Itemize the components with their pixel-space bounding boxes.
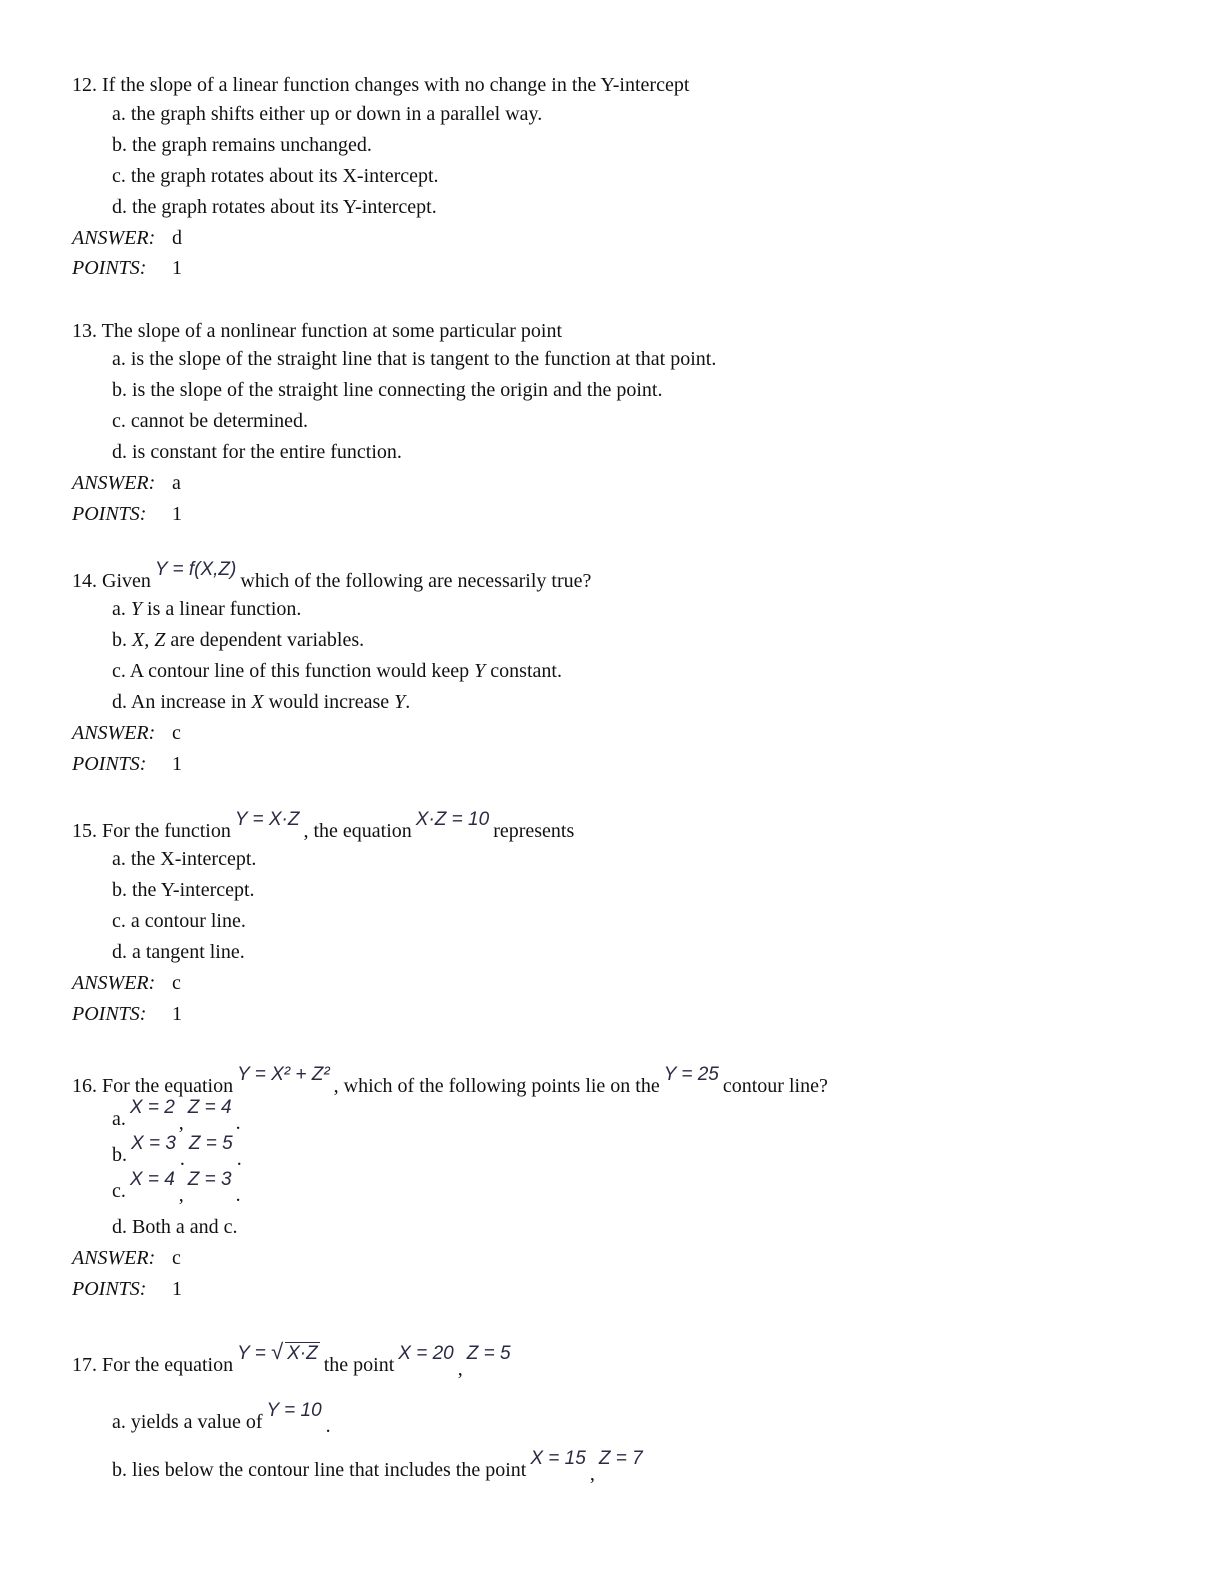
question-stem: 13. The slope of a nonlinear function at some particular point [72,320,563,342]
equation: Y = X² + Z² [237,1064,330,1085]
points-value: 1 [172,1003,182,1025]
question-15 [72,809,1172,1025]
question-13 [72,318,1172,525]
equation: Y = X·Z [234,809,300,830]
question-stem: 15. For the functionY = X·Z, the equationX·Z = 10represents [72,809,575,842]
points-label: POINTS: [72,503,147,525]
answer-label: ANSWER: [72,722,156,744]
question-stem [72,559,1172,595]
points-value: 1 [172,1278,182,1300]
answer-line [72,226,182,250]
answer-value: c [172,1247,181,1269]
question-stem: 16. For the equationY = X² + Z², which of the following points lie on theY = 25contour line? [72,1064,828,1097]
option-d: d. An increase in X would increase Y. [112,691,411,713]
option-d: d. a tangent line. [112,941,245,963]
option-a: a. the graph shifts either up or down in a parallel way. [112,103,543,125]
option-c: c. cannot be determined. [112,410,309,432]
answer-label: ANSWER: [72,227,156,249]
square-root-icon: √ X·Z [271,1341,320,1367]
option-c: c. the graph rotates about its X-intercept. [112,165,439,187]
question-stem: 12. If the slope of a linear function changes with no change in the Y-intercept [72,74,690,96]
answer-label: ANSWER: [72,472,156,494]
option-d: d. is constant for the entire function. [112,441,402,463]
option-b: b. lies below the contour line that includes the pointX = 15,Z = 7 [112,1448,643,1485]
points-value: 1 [172,753,182,775]
option-a: a. the X-intercept. [112,848,257,870]
option-d: d. Both a and c. [112,1216,238,1238]
answer-line [72,971,181,995]
question-stem: 17. For the equationY = √ X·Zthe pointX = 20,Z = 5 [72,1352,1172,1379]
option-a: a. is the slope of the straight line that is tangent to the function at that point. [112,348,717,370]
points-value: 1 [172,503,182,525]
points-label: POINTS: [72,1278,147,1300]
option-b: b.X = 3.Z = 5. [112,1133,242,1170]
answer-line [72,721,181,745]
points-line [72,752,182,776]
question-17 [72,1343,1172,1485]
answer-label: ANSWER: [72,972,156,994]
question-14 [72,559,1172,775]
stem-text: 14. Given [72,570,151,592]
question-16 [72,1064,1172,1300]
answer-line [72,471,181,495]
points-line [72,1277,182,1301]
option-a: a. yields a value ofY = 10. [112,1400,331,1437]
points-label: POINTS: [72,1003,147,1025]
answer-line [72,1246,181,1270]
equation: Y = f(X,Z) [154,559,237,580]
option-b: b. is the slope of the straight line connecting the origin and the point. [112,379,663,401]
equation: Y = 25 [663,1064,719,1085]
option-d: d. the graph rotates about its Y-intercept. [112,196,437,218]
equation: Z = 5 [466,1343,511,1364]
stem-text: which of the following are necessarily true? [240,570,592,592]
equation: X·Z = 10 [415,809,490,830]
option-b: b. the Y-intercept. [112,879,255,901]
points-label: POINTS: [72,257,147,279]
option-a: a.X = 2,Z = 4. [112,1097,241,1134]
option-b: b. the graph remains unchanged. [112,134,372,156]
answer-value: c [172,722,181,744]
points-label: POINTS: [72,753,147,775]
points-line [72,1002,182,1026]
option-c: c. a contour line. [112,910,246,932]
equation: X = 20 [398,1343,454,1364]
answer-value: d [172,227,182,249]
option-a: a. Y is a linear function. [112,598,302,620]
question-12 [72,72,1172,279]
points-line [72,502,182,526]
option-b: b. X, Z are dependent variables. [112,629,365,651]
answer-value: c [172,972,181,994]
answer-value: a [172,472,181,494]
equation: Y = √ X·Z [237,1343,320,1364]
option-c: c.X = 4,Z = 3. [112,1169,241,1206]
points-value: 1 [172,257,182,279]
option-c: c. A contour line of this function would keep Y constant. [112,660,562,682]
answer-label: ANSWER: [72,1247,156,1269]
points-line [72,256,182,280]
